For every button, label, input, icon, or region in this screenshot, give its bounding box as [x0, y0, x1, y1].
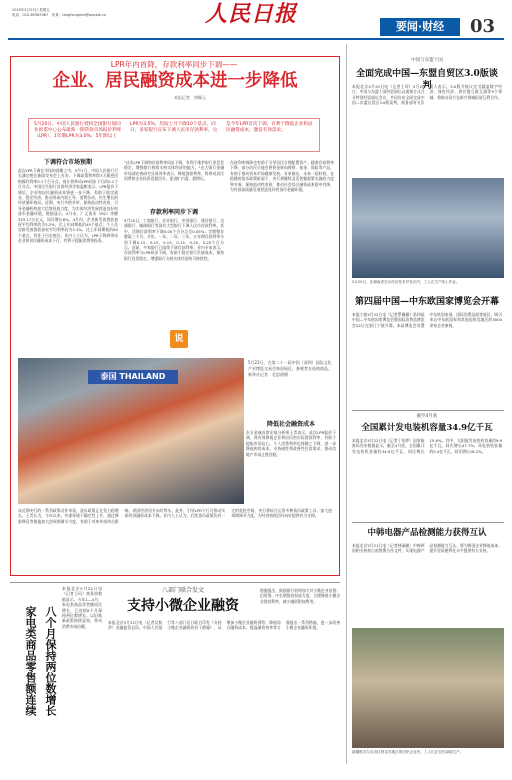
lead-column-5: 东方金诚首席宏观分析师王青表示，此次LPR报价下调，将有效降低企业和居民的实际贷款利率，有助于提振市场信心。个人房贷利率也将随之下降，进一步降低购房成本，支持刚性和改善性住房需求，推动房地产市场止跌回稳。: [246, 430, 336, 457]
story1-body: 本报北京5月20日电（记者王珂）5月20日，中国与东盟十国经贸部长以视频方式召开特别经贸部长会议，共同宣布全面完成中国—东盟自贸区3.0版谈判。商务部有关负责人表示，3.0版升级议定书涵盖数字经济、绿色经济、供应链互联互通等9个领域，将推动双方在新兴领域拓展互利合作。: [352, 84, 502, 106]
factory-photo-caption: 5月20日，在湖南省长沙经济技术开发区内，工人在生产线上作业。: [352, 280, 460, 284]
lead-subhead-3: 降低社会融资成本: [266, 421, 315, 428]
vertical-headline-1: 八个月保持两位数增长: [44, 606, 57, 716]
lead-subhead-1: 下调符合市场预期: [43, 159, 92, 166]
meta-line: 电话：010-65363367 传真：tanghongmei@people.cn: [12, 13, 107, 17]
section-label: 要闻·财经: [380, 18, 460, 36]
story1-kicker: 中国与东盟十国: [411, 58, 443, 63]
story3-body: 本报北京5月22日电（记者丁怡婷）国家能源局发布数据显示，截至4月底，全国累计发电装机容量约34.9亿千瓦，同比增长15.9%。其中，太阳能发电装机容量约9.9亿千瓦，同比增长47.7%；风电装机容量约5.4亿千瓦，同比增长18.2%。: [352, 438, 502, 454]
story4-headline: 中韩电器产品检测能力获得互认: [367, 528, 487, 538]
story1-headline: 全面完成中国—东盟自贸区3.0版谈判: [356, 69, 498, 91]
center-story-body: 本报北京5月22日电（记者吴秋余）金融监管总局、中国人民银行等八部门近日联合印发《支持小微企业融资的若干措施》，从增加小微企业融资供给、降低综合融资成本、提高融资效率等方面提出一系列措施，进一步改善小微企业融资环境。: [108, 620, 340, 631]
story3-kicker: 截至4月底: [416, 414, 438, 419]
story3-headline: 全国累计发电装机容量34.9亿千瓦: [361, 423, 493, 433]
masthead-logo: 人民日报: [204, 1, 297, 27]
story2-headline: 第四届中国—中东欧国家博览会开幕: [354, 297, 499, 307]
vertical-story-body: 本报北京5月22日电（记者王珂）商务部数据显示，今年1—4月，家电类商品零售额同比增长，已连续8个月保持两位数增长。以旧换新政策持续显效，带动消费市场回暖。: [62, 586, 102, 629]
lead-byline: 本报记者 徐佩玉: [174, 95, 206, 100]
story4-body: 本报北京5月21日电（记者林丽鹂）中韩两国相关机构日前签署合作文件，实现电器产品检测能力互认，将为两国企业降低成本、提升贸易便利化水平提供有力支持。: [352, 543, 502, 554]
lead-headline: 企业、居民融资成本进一步降低: [52, 71, 298, 91]
lead-column-6: 从近期央行的一系列政策动作来看，货币政策正在发力稳增长。王青认为，今年以来，外部环境不确定性上升，通过降准降息等措施加大逆周期调节力度，有助于对冲外部冲击影响，巩固经济回升向好势头。此外，引导LPR下行可推动实体经济融资成本下降。业内人士认为，后续货币政策仍有一定的宽松空间，央行将综合运用多种货币政策工具，加大逆周期调节力度，为经济持续回升向好提供有力支撑。: [18, 508, 332, 524]
lead-column-4: 存款利率调降也有助于引导居民合理配置资产。随着存款利率下降，部分居民可能会将资金转向理财、基金、保险等产品，有助于推动资本市场健康发展。专家指出，未来一段时间，在稳健的货币政策框架下，央行将继续灵活把握政策实施的力度和节奏，保持流动性充裕，推动社会综合融资成本稳中有降，为经济高质量发展营造良好的货币金融环境。: [230, 160, 334, 193]
photo-booth-sign: 泰国 THAILAND: [88, 370, 178, 384]
lead-photo: [18, 358, 244, 504]
lead-column-2: "这次LPR下调和存款利率同步下调，有利于维护银行净息差稳定，增强银行持续支持实体经济的能力。"光大银行金融市场部宏观研究员周茂华表示，降低贷款利率，将带动居民消费和企业投资意愿回升，促进扩内需、稳增长。: [124, 160, 224, 182]
textile-photo-caption: 新疆维吾尔自治区阿克苏地区的纺织企业内，工人们正在忙碌地生产。: [352, 750, 464, 754]
bottom-divider: [10, 582, 340, 583]
column-divider: [346, 44, 347, 764]
lead-column-3: 5月20日，工商银行、农业银行、中国银行、建设银行、交通银行、邮储银行等国有大型银行下调人民币存款利率。其中，活期存款利率下调0.05个百分点至0.05%；定期整存整取三个月、半年、一年、二年、三年、五年期存款利率分别下调0.15、0.15、0.15、0.15、0.25、0.25个百分点。此前，多家银行已陆续下调存款利率。业内专家表示，存款利率与LPR同步下调，有助于稳定银行负债成本，保持银行息差稳定，增强银行支持实体经济的可持续性。: [124, 218, 224, 261]
center-kicker: 八部门联合发文: [161, 587, 204, 594]
lead-subhead-2: 存款利率同步下调: [149, 209, 198, 216]
textile-photo: [352, 628, 504, 748]
lead-intro: 5月20日，中国人民银行授权全国银行间同业拆借中心公布最新一期贷款市场报价利率（LPR），1年期LPR为3.0%，5年期以上LPR为3.5%，均较上月下降10个基点。同日，多家银行宣布下调人民币存款利率。这是今年LPR首次下调，有利于降低企业和居民融资成本，激发有效需求。: [28, 118, 320, 152]
center-story-aside: 措施提出，鼓励银行机构加大对小微企业首贷、信用贷、中长期贷款投放力度，合理降低小微企业贷款利率，减少融资附加费用。: [260, 588, 340, 604]
factory-photo: [352, 178, 504, 278]
lead-kicker: LPR年内首降，存款利率同步下调——: [110, 60, 238, 69]
page-number: 03: [470, 16, 496, 37]
header-meta: [12, 8, 142, 18]
story2-body: 本报宁波5月22日电（记者罗珊珊）第四届中国—中东欧国家博览会暨国际消费品博览会22日在浙江宁波开幕。本届博览会设置中东欧国家展、国际消费品展等展区，吸引来自中东欧国家和其他国家及地区的3000余家企业参展。: [352, 312, 502, 328]
vertical-headline-2: 家电类商品零售额连续: [24, 606, 37, 716]
header-rule: [8, 38, 504, 40]
commentary-badge: 说: [170, 330, 188, 348]
date-line: 2025年5月23日 星期五: [12, 8, 50, 12]
lead-photo-caption: 5月22日，在第二十一届中国（深圳）国际文化产业博览交易会泰国展区，参观者在选购商品。新华社记者 毛思倩摄: [248, 360, 332, 377]
lead-column-1: 此次LPR下调在市场的预期之中。5月7日，中国人民银行行长潘功胜在新闻发布会上宣布，下调政策利率即7天期逆回购操作利率0.1个百分点，预计将带动LPR同步下行约0.1个百分点。中国民生银行首席经济学家温彬表示，LPR报价下调后，企业和居民融资成本将进一步下降，有助于稳定就业、稳定经济，推动形成内需主导、消费拉动、内生增长的经济循环格局。近期，央行多措并举，保持流动性充裕，引导金融机构加大信贷投放力度，为实体经济发展营造良好的货币金融环境。数据显示，4月末，广义货币（M2）余额325.17万亿元，同比增长8%。4月份，企业新发放贷款加权平均利率约为3.2%，比上年同期低约45个基点；个人住房新发放贷款加权平均利率约为3.1%，比上年同期低约60个基点，均处于历史低位。业内人士认为，LPR下降将带动企业和居民融资成本下行，有利于提振消费和投资。: [18, 168, 118, 244]
center-headline: 支持小微企业融资: [127, 598, 239, 614]
right-divider-2: [352, 522, 504, 523]
right-divider-1: [352, 410, 504, 411]
